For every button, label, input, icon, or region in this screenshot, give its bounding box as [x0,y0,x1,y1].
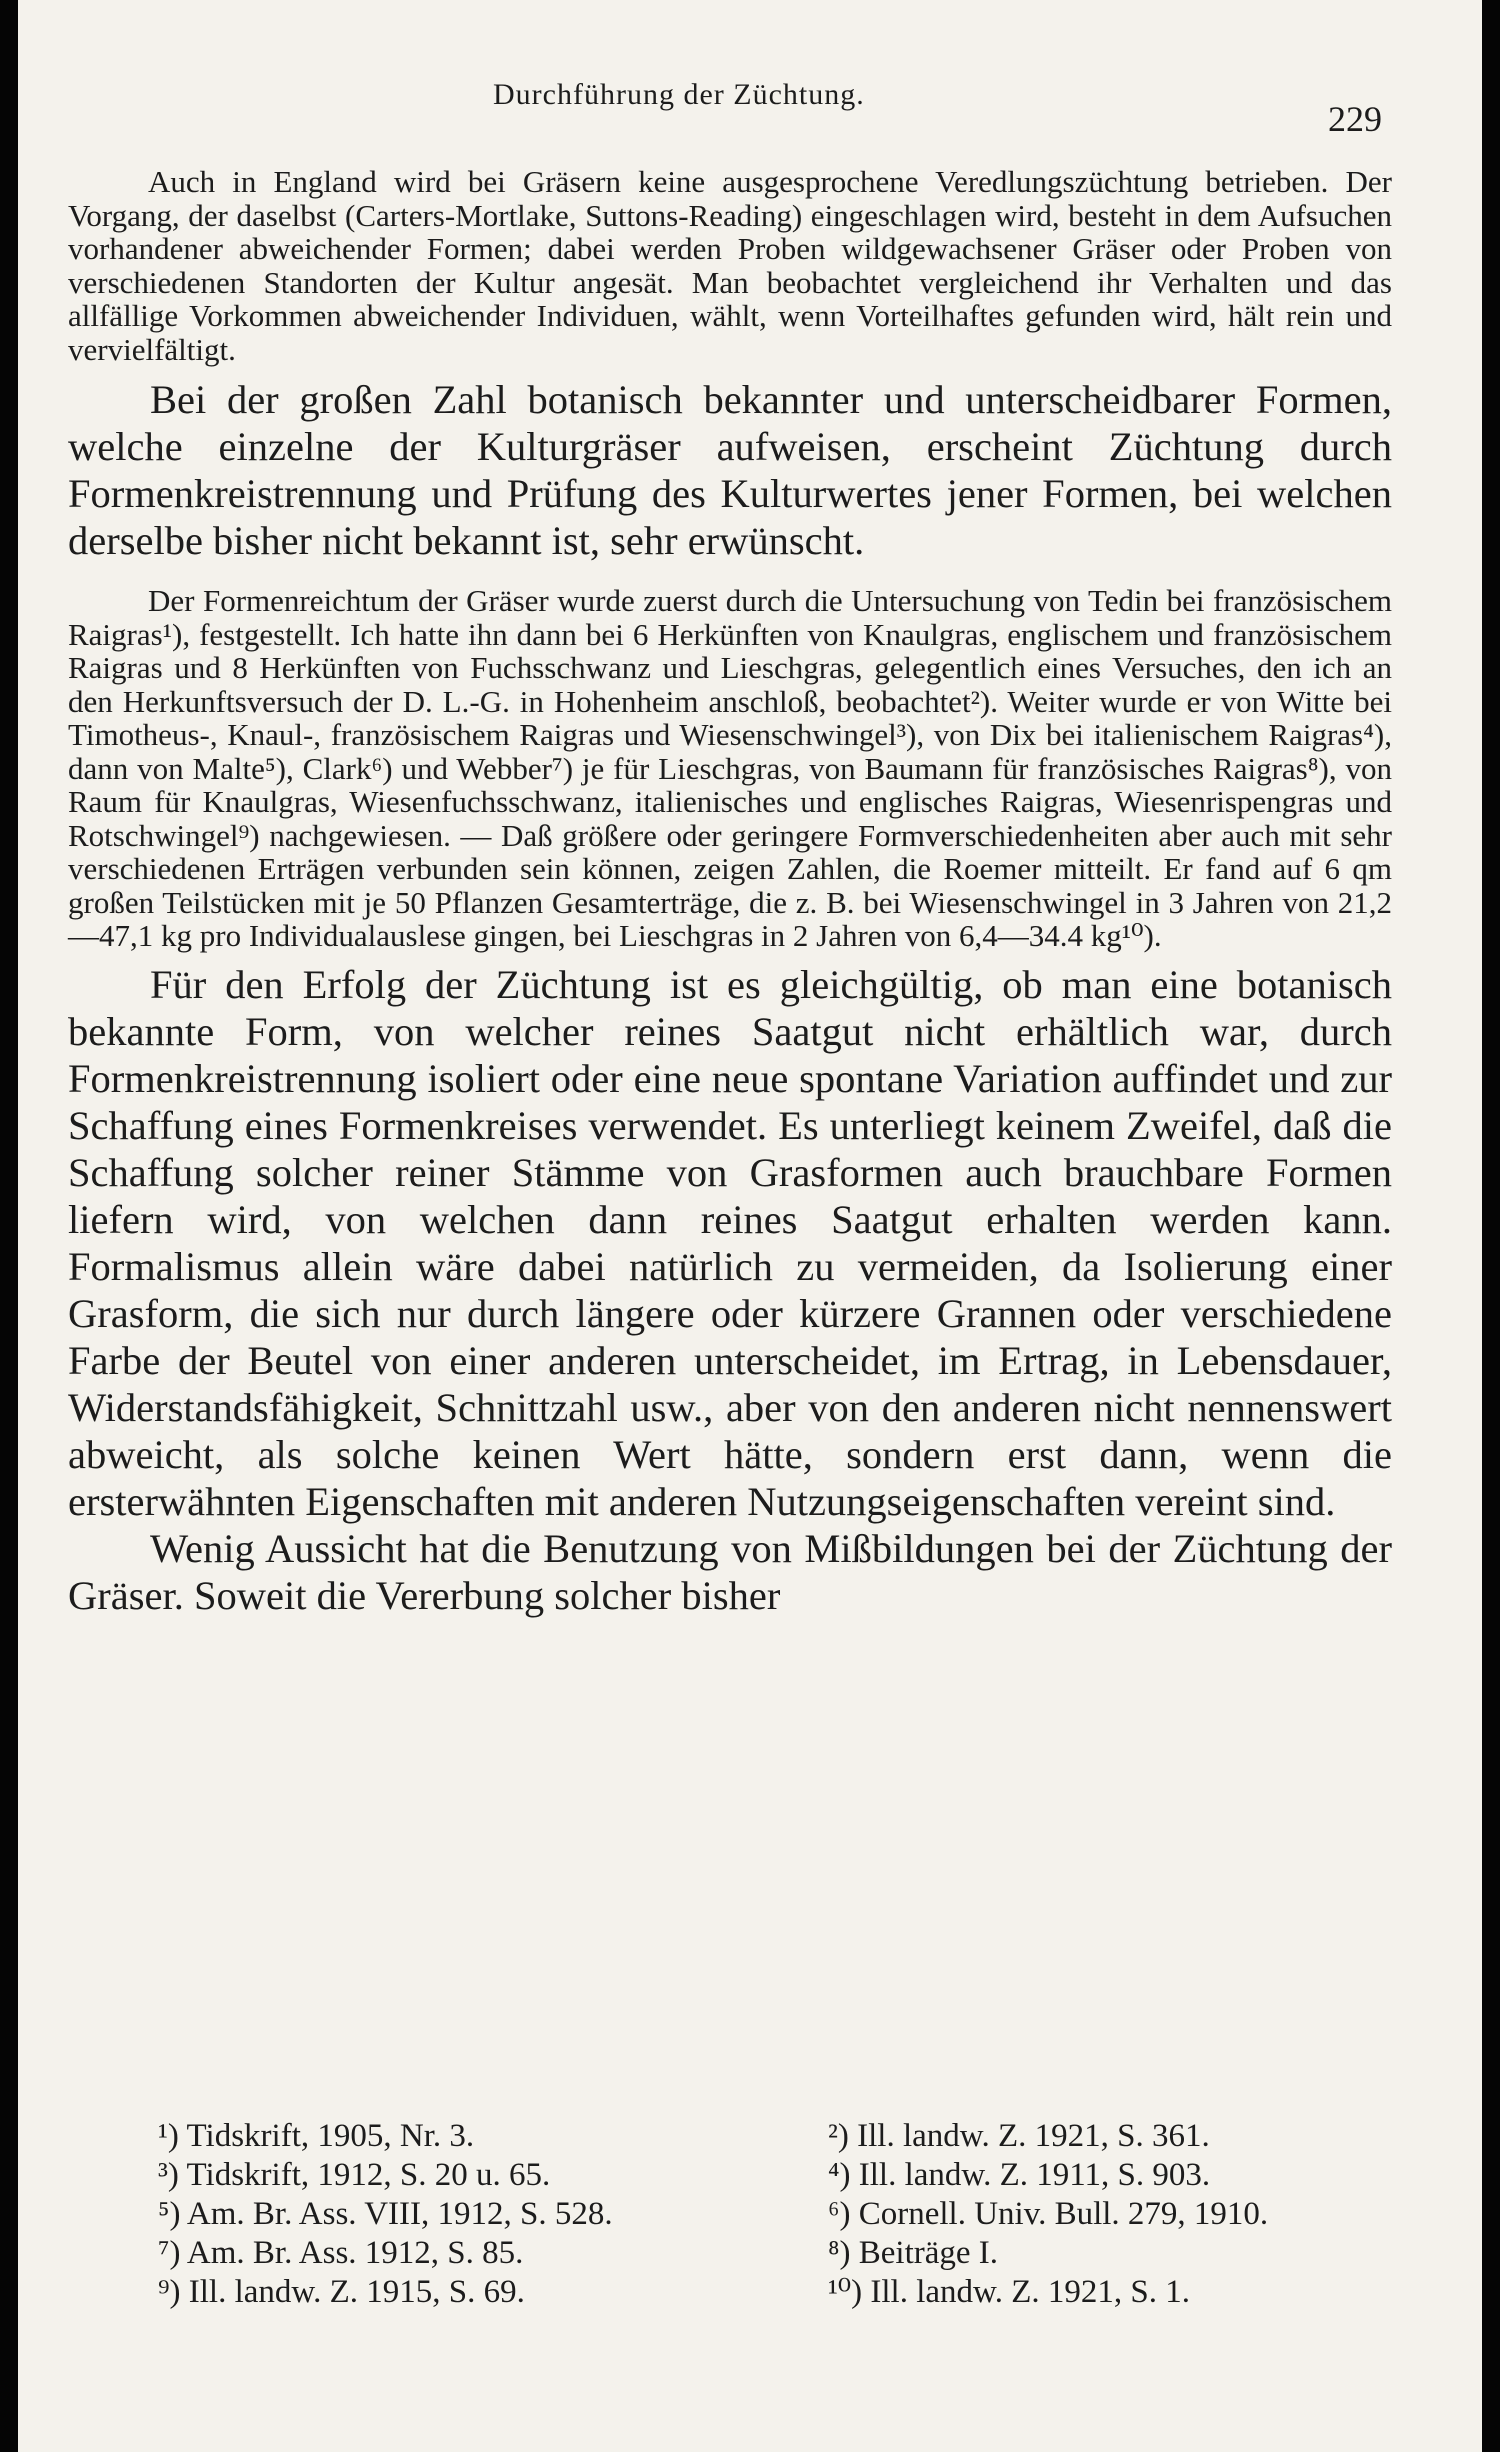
footnote-8: ⁸) Beiträge I. [828,2235,999,2271]
paragraph-erfolg-der-zuechtung: Für den Erfolg der Züchtung ist es gleichgültig, ob man eine botanisch bekannte Form, von welcher reines Saatgut nicht erhältlich war, durch Formenkreistrennung isoliert oder eine neue spontane Variation auffindet und zur Schaffung eines Formenkreises verwendet. Es unterliegt keinem Zweifel, daß die Schaffung solcher reiner Stämme von Grasformen auch brauchbare Formen liefern wird, von welchen dann reines Saatgut erhalten werden kann. Formalismus allein wäre dabei natürlich zu vermeiden, da Isolierung einer Grasform, die sich nur durch längere oder kürzere Grannen oder verschiedene Farbe der Beutel von einer anderen unterscheidet, im Ertrag, in Lebensdauer, Widerstandsfähigkeit, Schnittzahl usw., aber von den anderen nicht nennenswert abweicht, als solche keinen Wert hätte, sondern erst dann, wenn die ersterwähnten Eigenschaften mit anderen Nutzungseigenschaften vereint sind. [68,961,1392,1524]
page-number: 229 [1328,99,1382,139]
footnotes [158,2117,1418,2312]
paragraph-formenreichtum: Der Formenreichtum der Gräser wurde zuerst durch die Untersuchung von Tedin bei französischem Raigras¹), festgestellt. Ich hatte ihn dann bei 6 Herkünften von Knaulgras, englischem und französischem Raigras und 8 Herkünften von Fuchsschwanz und Lieschgras, gelegentlich eines Versuches, den ich an den Herkunftsversuch der D. L.-G. in Hohenheim anschloß, beobachtet²). Weiter wurde er von Witte bei Timotheus-, Knaul-, französischem Raigras und Wiesenschwingel³), von Dix bei italienischem Raigras⁴), dann von Malte⁵), Clark⁶) und Webber⁷) je für Lieschgras, von Baumann für französisches Raigras⁸), von Raum für Knaulgras, Wiesenfuchsschwanz, italienisches und englisches Raigras, Wiesenrispengras und Rotschwingel⁹) nachgewiesen. — Daß größere oder geringere Formverschiedenheiten aber auch mit sehr verschiedenen Erträgen verbunden sein können, zeigen Zahlen, die Roemer mitteilt. Er fand auf 6 qm großen Teilstücken mit je 50 Pflanzen Gesamterträge, die z. B. bei Wiesenschwingel in 3 Jahren von 21,2—47,1 kg pro Individualauslese gingen, bei Lieschgras in 2 Jahren von 6,4—34.4 kg¹⁰). [68,583,1392,953]
footnote-2: ²) Ill. landw. Z. 1921, S. 361. [828,2118,1210,2154]
footnote-6: ⁶) Cornell. Univ. Bull. 279, 1910. [828,2196,1269,2232]
footnote-4: ⁴) Ill. landw. Z. 1911, S. 903. [828,2157,1211,2193]
small-print-block-1 [68,165,1392,366]
footnote-5: ⁵) Am. Br. Ass. VIII, 1912, S. 528. [158,2196,613,2232]
paragraph-missbildungen: Wenig Aussicht hat die Benutzung von Mißbildungen bei der Züchtung der Gräser. Soweit die Vererbung solcher bisher [68,1525,1392,1618]
paragraph-england: Auch in England wird bei Gräsern keine ausgesprochene Veredlungszüchtung betrieben. Der Vorgang, der daselbst (Carters-Mortlake, Suttons-Reading) eingeschlagen wird, besteht in dem Aufsuchen vorhandener abweichender Formen; dabei werden Proben wildgewachsener Gräser oder Proben von verschiedenen Standorten der Kultur angesät. Man beobachtet vergleichend ihr Verhalten und das allfällige Vorkommen abweichender Individuen, wählt, wenn Vorteilhaftes gefunden wird, hält rein und vervielfältigt. [68,164,1392,367]
small-print-block-2 [68,584,1392,953]
book-page [18,0,1482,2452]
footnote-9: ⁹) Ill. landw. Z. 1915, S. 69. [158,2274,525,2310]
footnote-1: ¹) Tidskrift, 1905, Nr. 3. [158,2118,475,2154]
page-body [68,165,1392,1619]
paragraph-formenkreistrennung: Bei der großen Zahl botanisch bekannter und unterscheidbarer Formen, welche einzelne der Kulturgräser aufweisen, erscheint Züchtung durch Formenkreistrennung und Prüfung des Kulturwertes jener Formen, bei welchen derselbe bisher nicht bekannt ist, sehr erwünscht. [68,377,1392,563]
running-title: Durchführung der Züchtung. [493,78,865,111]
footnote-7: ⁷) Am. Br. Ass. 1912, S. 85. [158,2235,524,2271]
footnote-10: ¹⁰) Ill. landw. Z. 1921, S. 1. [828,2274,1190,2310]
footnote-3: ³) Tidskrift, 1912, S. 20 u. 65. [158,2157,551,2193]
